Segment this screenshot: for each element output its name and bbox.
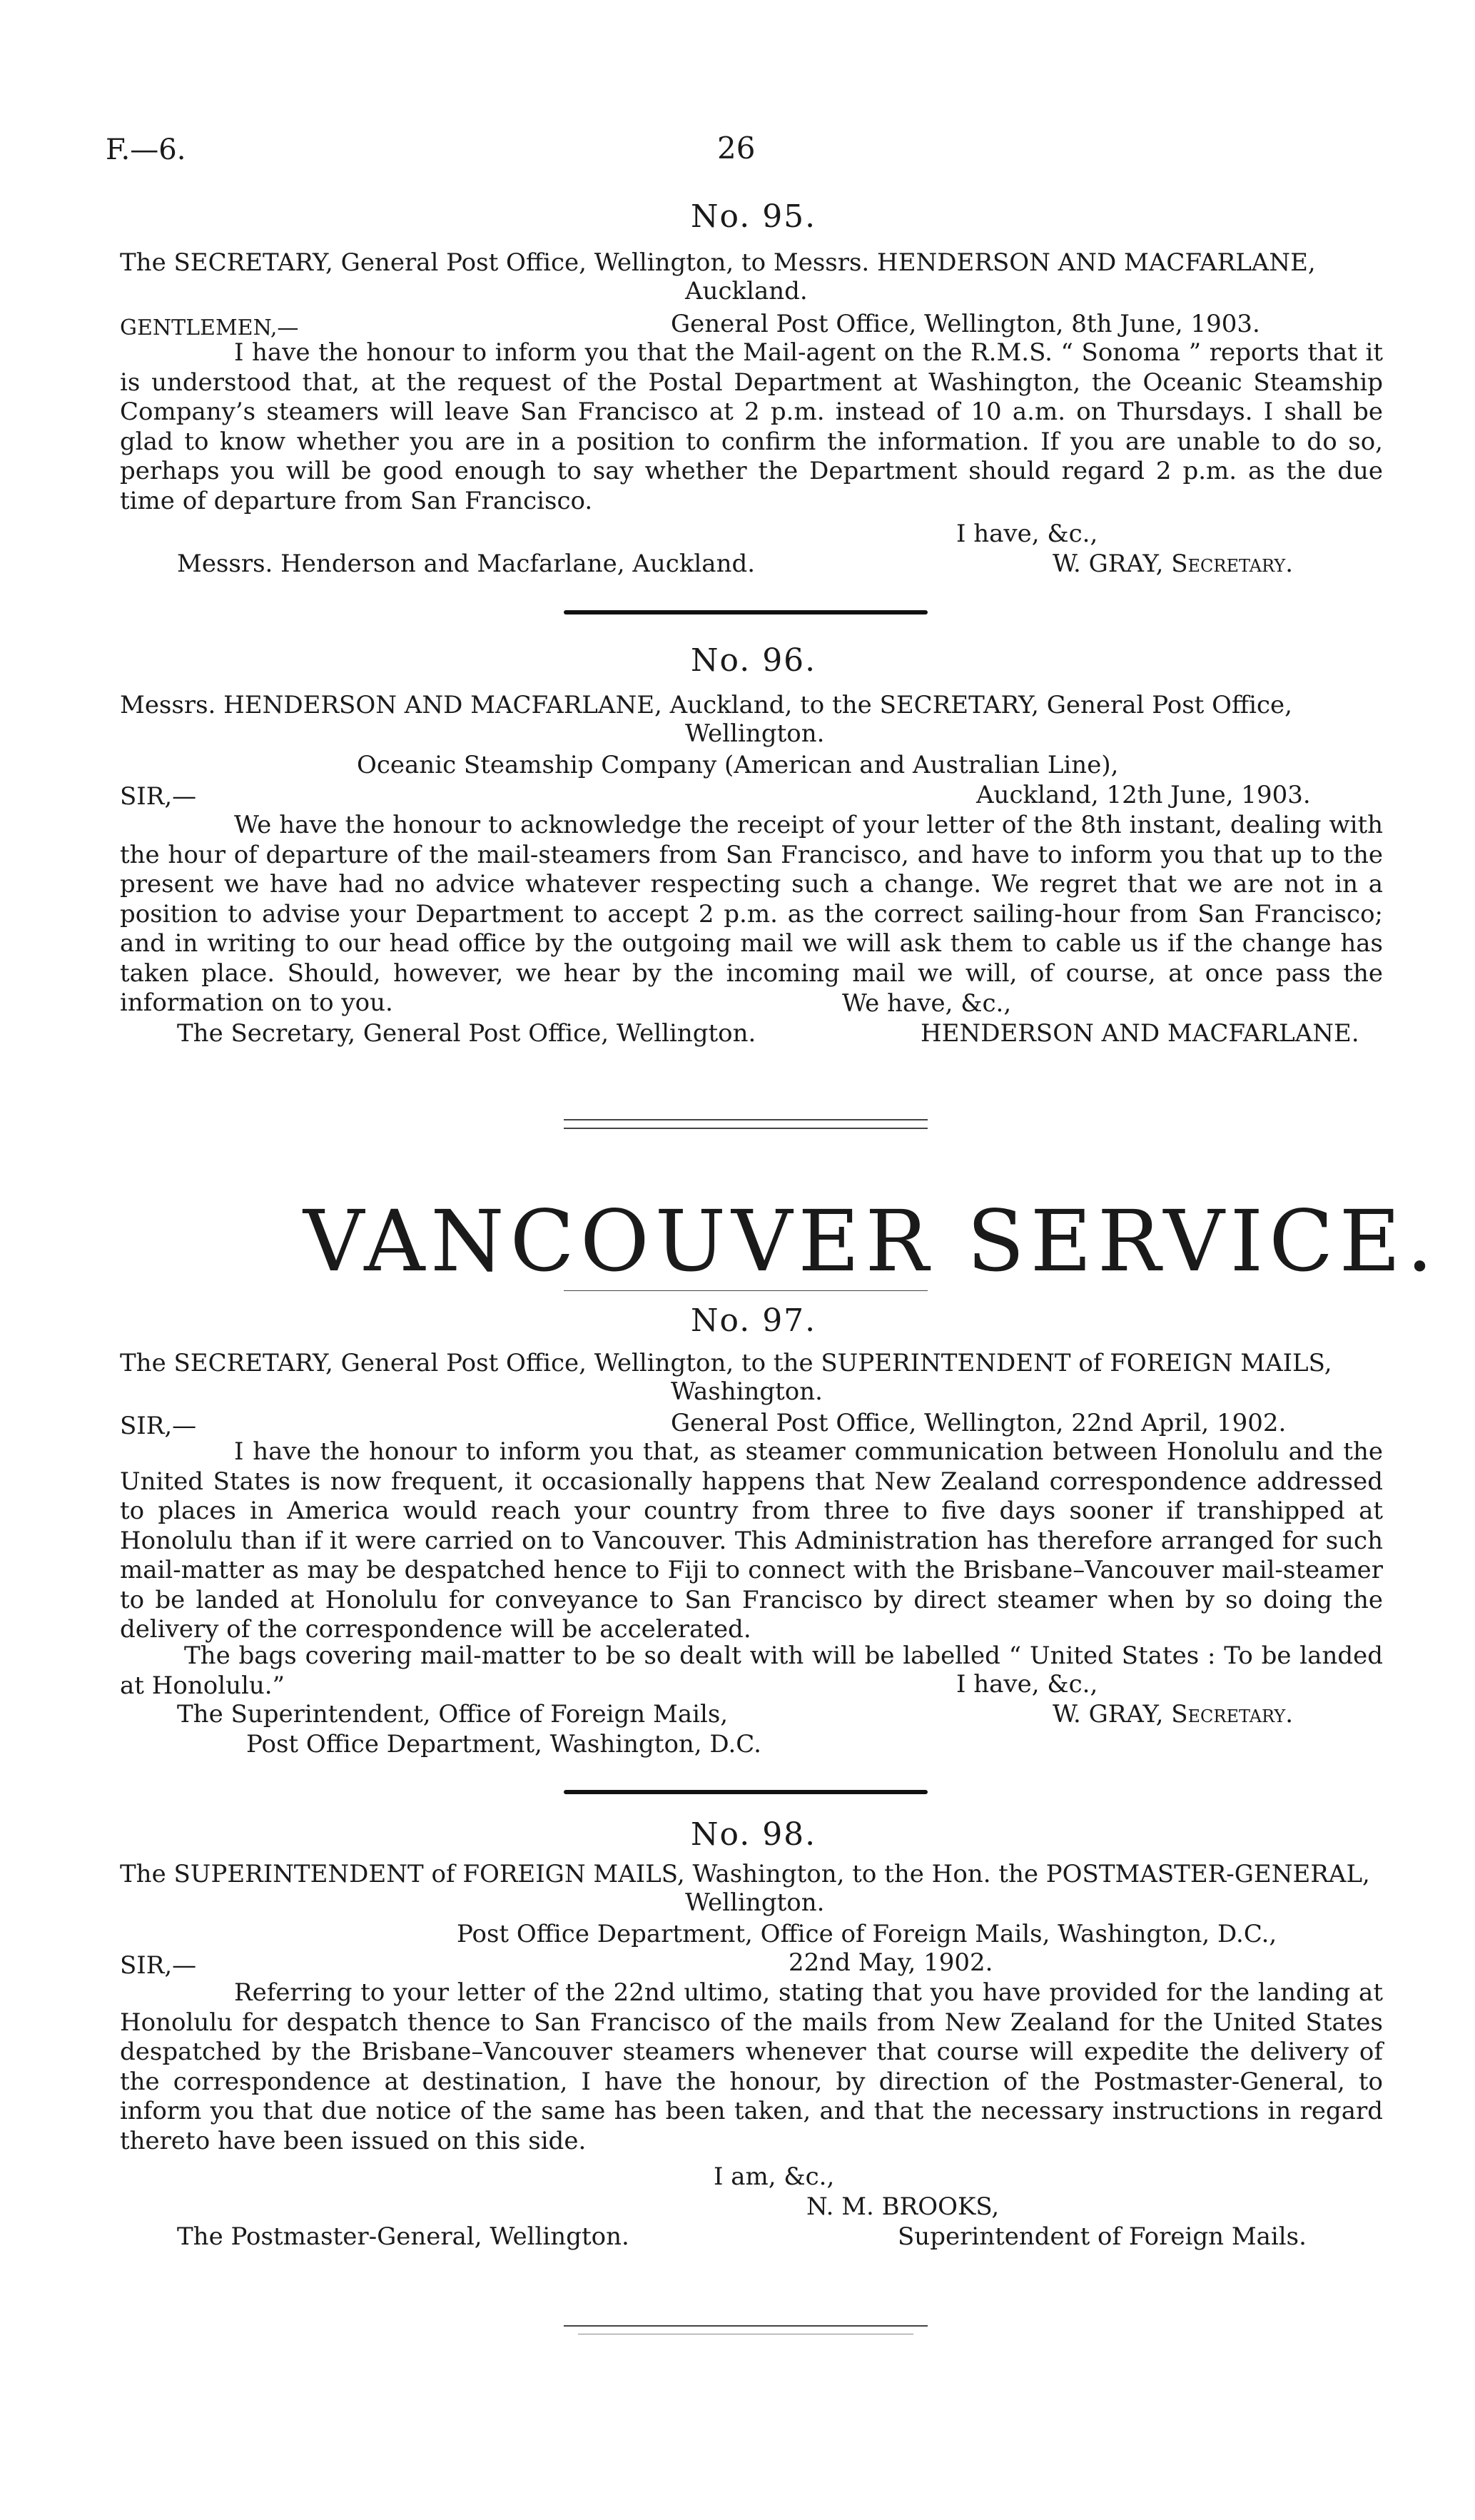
letter-body: We have the honour to acknowledge the receipt of your letter of the 8th instant, dealing with the hour of departure of the mail-steamers from San Francisco, and have to inform you that up to the present we have had no advice whatever respecting such a change. We regret that we are not in a position to advise your Department to accept 2 p.m. as the correct sailing-hour from San Francisco; and in writing to our head office by the outgoing mail we will ask them to cable us if the change has taken place. Should, however, we hear by the incoming mail we will, of course, at once pass the information on to you.	[120, 811, 1383, 1017]
letter-number: No. 95.	[691, 198, 817, 235]
salutation: SIR,—	[120, 782, 197, 811]
salutation: SIR,—	[120, 1951, 197, 1980]
place-date: General Post Office, Wellington, 22nd April, 1902.	[671, 1409, 1287, 1437]
letter-body-2: The bags covering mail-matter to be so dealt with will be labelled “ United States : To be landed at Honolulu.”	[120, 1641, 1383, 1700]
letter-body: Referring to your letter of the 22nd ultimo, stating that you have provided for the landing at Honolulu for despatch thence to San Francisco of the mails from New Zealand for the United States despatched by the Brisbane–Vancouver steamers whenever that course will expedite the delivery of the correspondence at destination, I have the honour, by direction of the Postmaster-General, to inform you that due notice of the same has been taken, and that the necessary instructions in regard thereto have been issued on this side.	[120, 1978, 1383, 2155]
section-heading: VANCOUVER SERVICE.	[303, 1192, 1439, 1290]
recipient: The Postmaster-General, Wellington.	[177, 2222, 629, 2251]
signature: W. GRAY, Secretary.	[1053, 1700, 1294, 1729]
letter-body: I have the honour to inform you that the Mail-agent on the R.M.S. “ Sonoma ” reports that it is understood that, at the request of the Postal Department at Washington, the Oceanic Steamship Company’s steamers will leave San Francisco at 2 p.m. instead of 10 a.m. on Thursdays. I shall be glad to know whether you are in a position to confirm the information. If you are unable to do so, perhaps you will be good enough to say whether the Department should regard 2 p.m. as the due time of departure from San Francisco.	[120, 338, 1383, 515]
recipient-cont: Post Office Department, Washington, D.C.	[246, 1730, 761, 1759]
signature: W. GRAY, Secretary.	[1053, 550, 1294, 578]
letter-address: The SECRETARY, General Post Office, Wellington, to Messrs. HENDERSON AND MACFARLANE,	[120, 248, 1316, 277]
recipient: The Superintendent, Office of Foreign Mails,	[177, 1700, 729, 1729]
signature-title: Superintendent of Foreign Mails.	[898, 2222, 1307, 2251]
divider	[564, 1790, 928, 1794]
letter-address: The SUPERINTENDENT of FOREIGN MAILS, Washington, to the Hon. the POSTMASTER-GENERAL,	[120, 1860, 1370, 1888]
signature-name: N. M. BROOKS,	[806, 2192, 1000, 2221]
letter-address-cont: Washington.	[671, 1377, 823, 1406]
sender-line: Oceanic Steamship Company (American and Australian Line),	[357, 751, 1119, 779]
place-date: General Post Office, Wellington, 8th June, 1903.	[671, 310, 1260, 338]
letter-address: The SECRETARY, General Post Office, Wellington, to the SUPERINTENDENT of FOREIGN MAILS,	[120, 1349, 1332, 1377]
letter-address-cont: Wellington.	[685, 1888, 825, 1917]
salutation: GENTLEMEN,—	[120, 315, 299, 340]
closing: I am, &c.,	[714, 2162, 835, 2191]
signature: HENDERSON AND MACFARLANE.	[921, 1019, 1359, 1048]
letter-body: I have the honour to inform you that, as steamer communication between Honolulu and the United States is now frequent, it occasionally happens that New Zealand correspondence addressed to places in America would reach your country from three to five days sooner if transhipped at Honolulu than if it were carried on to Vancouver. This Administration has therefore arranged for such mail-matter as may be despatched hence to Fiji to connect with the Brisbane–Vancouver mail-steamer to be landed at Honolulu for conveyance to San Francisco by direct steamer when by so doing the delivery of the correspondence will be accelerated.	[120, 1437, 1383, 1644]
letter-number: No. 97.	[691, 1302, 817, 1339]
divider	[564, 2325, 928, 2327]
letter-number: No. 96.	[691, 642, 817, 679]
closing: I have, &c.,	[956, 1670, 1098, 1699]
recipient: Messrs. Henderson and Macfarlane, Auckland.	[177, 550, 756, 578]
divider	[564, 1128, 928, 1129]
divider	[564, 610, 928, 614]
page-reference: F.—6.	[106, 133, 186, 166]
salutation: SIR,—	[120, 1412, 197, 1440]
recipient: The Secretary, General Post Office, Wellington.	[177, 1019, 756, 1048]
place-date: 22nd May, 1902.	[789, 1948, 993, 1977]
closing: I have, &c.,	[956, 520, 1098, 548]
letter-number: No. 98.	[691, 1816, 817, 1853]
divider	[564, 1290, 928, 1291]
letter-address: Messrs. HENDERSON AND MACFARLANE, Auckland, to the SECRETARY, General Post Office,	[120, 691, 1292, 719]
divider	[564, 1119, 928, 1120]
letter-address-cont: Auckland.	[685, 277, 808, 305]
sender-line: Post Office Department, Office of Foreign Mails, Washington, D.C.,	[457, 1920, 1277, 1948]
closing: We have, &c.,	[842, 989, 1012, 1018]
place-date: Auckland, 12th June, 1903.	[976, 781, 1311, 809]
letter-address-cont: Wellington.	[685, 719, 825, 748]
page-number: 26	[717, 131, 756, 166]
